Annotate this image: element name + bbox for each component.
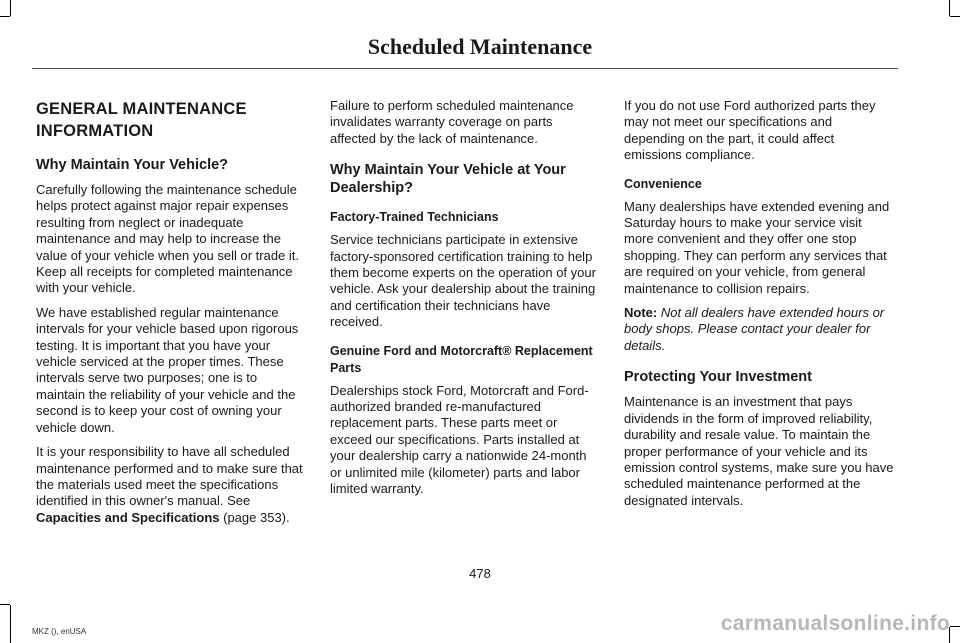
page-number: 478: [469, 566, 491, 581]
crop-mark: [950, 16, 960, 17]
paragraph: Many dealerships have extended evening and Saturday hours to make your service visit more convenient and they offer one stop shopping. They can perform any services that are required on your vehicle, from general maintenance to collision repairs.: [624, 198, 890, 296]
heading-why-dealership: Why Maintain Your Vehicle at Your Dealership?: [330, 162, 566, 197]
paragraph-responsibility: [36, 444, 306, 526]
section-title-line2: INFORMATION: [36, 122, 154, 140]
page-header-title: Scheduled Maintenance: [367, 34, 593, 59]
section-title-line1: GENERAL MAINTENANCE: [36, 100, 247, 118]
crop-mark: [0, 16, 10, 17]
crop-mark: [10, 605, 11, 643]
section-title: [36, 98, 306, 142]
paragraph-text: It is your responsibility to have all scheduled maintenance performed and to make sure that the materials used meet the specifications identified in this owner's manual. See: [36, 444, 303, 509]
paragraph: Service technicians participate in extensive factory-sponsored certification training to help them become experts on the operation of your vehicle. Ask your dealership about the training and certification their technicians have received.: [330, 232, 596, 330]
heading-technicians: Factory-Trained Technicians: [330, 210, 499, 225]
watermark: carmanualsonline.info: [720, 612, 950, 635]
crop-mark: [949, 0, 950, 16]
footer-code: MKZ (), enUSA: [32, 627, 87, 636]
paragraph: Dealerships stock Ford, Motorcraft and Ford-authorized branded re-manufactured replacement parts. These parts meet or exceed our specifications. Parts installed at your dealership carry a nationwide 24-month or unlimited mile (kilometer) parts and labor limited warranty.: [330, 382, 589, 497]
note: [624, 305, 894, 354]
heading-replacement-parts: Genuine Ford and Motorcraft® Replacement Parts: [330, 343, 593, 375]
paragraph: Maintenance is an investment that pays dividends in the form of improved reliability, durability and resale value. To maintain the proper performance of your vehicle and its emission control systems, make sure you have scheduled maintenance performed at the designated intervals.: [624, 394, 894, 508]
paragraph: Failure to perform scheduled maintenance invalidates warranty coverage on parts affected by the lack of maintenance.: [330, 98, 574, 146]
note-text: Not all dealers have extended hours or body shops. Please contact your dealer for details.: [624, 305, 885, 353]
note-label: Note:: [624, 305, 658, 321]
heading-convenience: Convenience: [624, 176, 702, 191]
header-rule: [32, 68, 898, 69]
column-left: [36, 98, 306, 534]
capacities-specifications-link[interactable]: Capacities and Specifications: [36, 509, 220, 525]
paragraph: We have established regular maintenance intervals for your vehicle based upon rigorous testing. It is important that you have your vehicle serviced at the proper times. These intervals serve two purposes; one is to maintain the reliability of your vehicle and the second is to keep your cost of owning your vehicle down.: [36, 304, 299, 435]
crop-mark: [950, 626, 960, 627]
crop-mark: [10, 0, 11, 16]
crop-mark: [0, 604, 10, 605]
heading-protecting-investment: Protecting Your Investment: [624, 369, 812, 386]
heading-why-maintain: Why Maintain Your Vehicle?: [36, 157, 229, 173]
column-middle: [330, 98, 600, 506]
paragraph: If you do not use Ford authorized parts they may not meet our specifications and depending on the part, it could affect emissions compliance.: [624, 98, 876, 163]
page-reference: (page 353).: [219, 509, 290, 525]
paragraph: Carefully following the maintenance schedule helps protect against major repair expenses resulting from neglect or inadequate maintenance and may help to increase the value of your vehicle when you sell or trade it. Keep all receipts for completed maintenance with your vehicle.: [36, 182, 300, 296]
column-right: [624, 98, 894, 517]
